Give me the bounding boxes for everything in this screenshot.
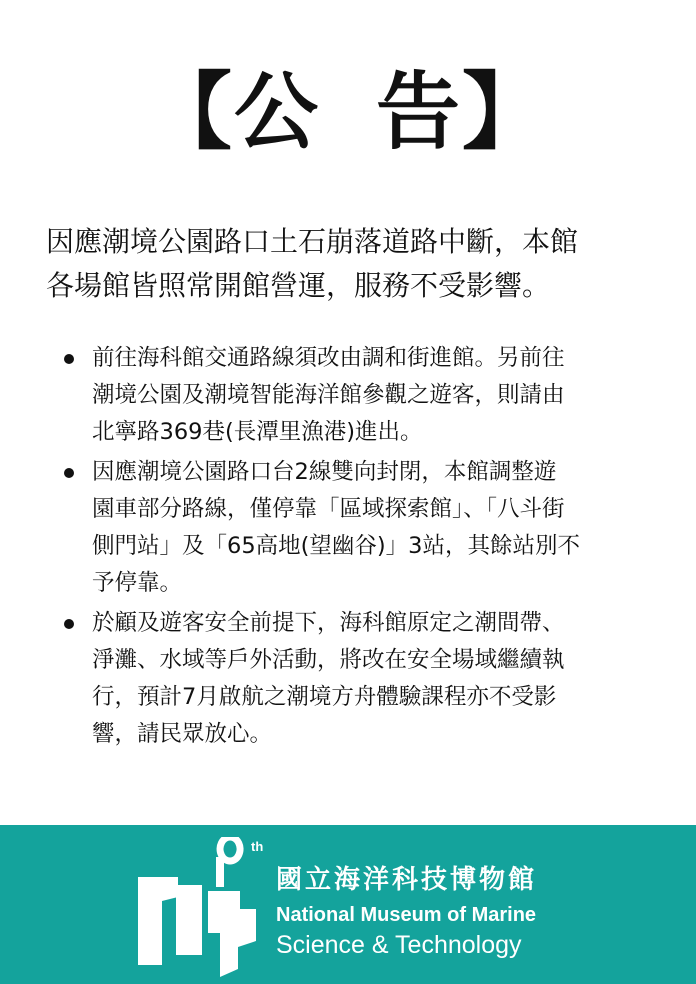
org-name-english-line2: Science & Technology (276, 931, 522, 959)
notice-bullet-list (58, 340, 658, 756)
bullet-line: 園車部分路線，僅停靠「區域探索館」、「八斗街 (92, 496, 565, 522)
bullet-dot-icon (64, 354, 74, 364)
logo-superscript: th (251, 839, 264, 854)
announcement-title (0, 62, 696, 162)
org-name-english-line1: National Museum of Marine (276, 904, 537, 926)
bullet-line: 因應潮境公園路口台2線雙向封閉，本館調整遊 (92, 459, 557, 485)
bullet-line: 前往海科館交通路線須改由調和街進館。另前往 (92, 345, 565, 371)
title-char-gao: 告 (376, 63, 463, 161)
bullet-line: 於顧及遊客安全前提下，海科館原定之潮間帶、 (92, 610, 565, 636)
bullet-line: 行，預計7月啟航之潮境方舟體驗課程亦不受影 (92, 684, 557, 710)
bullet-line: 北寧路369巷(長潭里漁港)進出。 (92, 419, 423, 445)
bullet-item-activities (58, 605, 658, 753)
bullet-item-shuttle (58, 454, 658, 602)
footer-banner (0, 825, 696, 984)
org-name-chinese: 國立海洋科技博物館 (276, 865, 538, 895)
museum-10th-anniversary-logo-icon (138, 837, 270, 979)
intro-paragraph (46, 220, 656, 308)
organization-name (276, 863, 537, 961)
intro-line: 因應潮境公園路口土石崩落道路中斷，本館 (46, 225, 579, 258)
bullet-line: 側門站」及「65高地(望幽谷)」3站，其餘站別不 (92, 533, 581, 559)
bullet-line: 予停靠。 (92, 570, 183, 596)
intro-line: 各場館皆照常開館營運，服務不受影響。 (46, 269, 551, 302)
title-left-bracket: 【 (147, 63, 234, 161)
bullet-dot-icon (64, 619, 74, 629)
title-char-gong: 公 (233, 63, 320, 161)
title-right-bracket: 】 (462, 63, 549, 161)
bullet-line: 響，請民眾放心。 (92, 721, 273, 747)
bullet-dot-icon (64, 468, 74, 478)
bullet-line: 潮境公園及潮境智能海洋館參觀之遊客，則請由 (92, 382, 565, 408)
bullet-line: 淨灘、水域等戶外活動，將改在安全場域繼續執 (92, 647, 565, 673)
bullet-item-transport (58, 340, 658, 451)
